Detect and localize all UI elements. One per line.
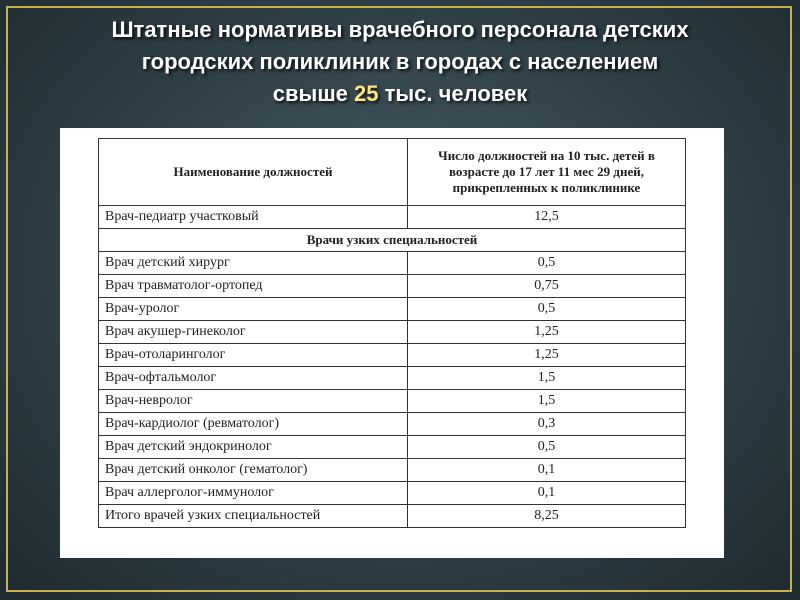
position-value: 0,5	[408, 298, 686, 321]
position-name: Врач детский эндокринолог	[99, 436, 408, 459]
position-name: Итого врачей узких специальностей	[99, 505, 408, 528]
header-positions-count: Число должностей на 10 тыс. детей в возрасте до 17 лет 11 мес 29 дней, прикрепленных к поликлинике	[408, 139, 686, 206]
position-value: 0,5	[408, 252, 686, 275]
table-row	[99, 275, 686, 298]
position-value: 0,1	[408, 482, 686, 505]
title-line-3-pre: свыше	[272, 81, 354, 106]
position-name: Врач-уролог	[99, 298, 408, 321]
table-header-row	[99, 139, 686, 206]
position-name: Врач-отоларинголог	[99, 344, 408, 367]
table-row	[99, 367, 686, 390]
title-line-3-post: тыс. человек	[378, 81, 528, 106]
position-value: 1,25	[408, 321, 686, 344]
position-name: Врач-невролог	[99, 390, 408, 413]
position-value: 0,75	[408, 275, 686, 298]
title-population-number: 25	[354, 81, 379, 106]
position-name: Врач-кардиолог (ревматолог)	[99, 413, 408, 436]
position-name: Врач детский онколог (гематолог)	[99, 459, 408, 482]
table-row	[99, 206, 686, 229]
table-row	[99, 505, 686, 528]
section-row	[99, 229, 686, 252]
position-value: 1,25	[408, 344, 686, 367]
section-label: Врачи узких специальностей	[99, 229, 686, 252]
position-name: Врач акушер-гинеколог	[99, 321, 408, 344]
position-name: Врач-офтальмолог	[99, 367, 408, 390]
position-value: 8,25	[408, 505, 686, 528]
table-row	[99, 436, 686, 459]
position-name: Врач травматолог-ортопед	[99, 275, 408, 298]
position-value: 0,3	[408, 413, 686, 436]
table-row	[99, 413, 686, 436]
position-name: Врач-педиатр участковый	[99, 206, 408, 229]
position-value: 1,5	[408, 367, 686, 390]
table-row	[99, 321, 686, 344]
slide-title	[30, 14, 770, 110]
table-row	[99, 390, 686, 413]
position-value: 12,5	[408, 206, 686, 229]
staffing-norms-table	[98, 138, 686, 528]
title-line-2: городских поликлиник в городах с населением	[141, 49, 659, 74]
position-name: Врач детский хирург	[99, 252, 408, 275]
table-row	[99, 298, 686, 321]
position-name: Врач аллерголог-иммунолог	[99, 482, 408, 505]
table-row	[99, 344, 686, 367]
table-row	[99, 252, 686, 275]
position-value: 1,5	[408, 390, 686, 413]
table-row	[99, 459, 686, 482]
table-sheet	[60, 128, 724, 558]
table-row	[99, 482, 686, 505]
position-value: 0,1	[408, 459, 686, 482]
position-value: 0,5	[408, 436, 686, 459]
title-line-1: Штатные нормативы врачебного персонала детских	[111, 17, 689, 42]
header-position-name: Наименование должностей	[99, 139, 408, 206]
title-line-3	[30, 78, 770, 110]
